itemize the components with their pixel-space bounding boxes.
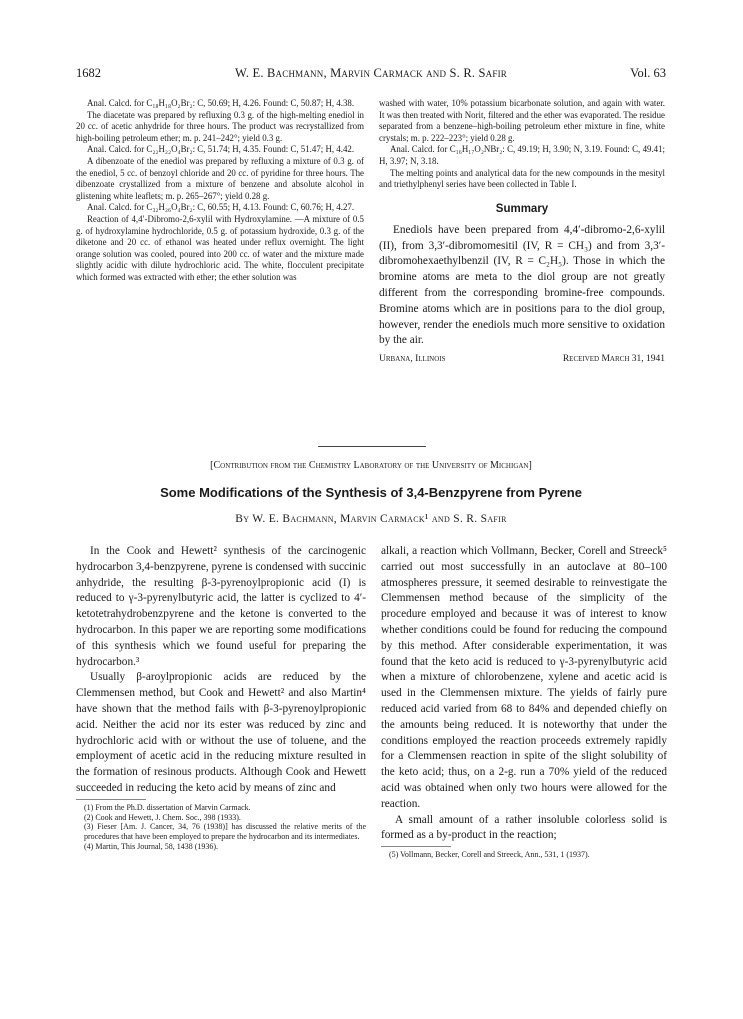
footnote: (2) Cook and Hewett, J. Chem. Soc., 398 (1933).	[84, 812, 241, 822]
received-date: Received March 31, 1941	[562, 354, 665, 365]
clemmensen-paragraph: Usually β-aroylpropionic acids are reduced by the Clemmensen method, but Cook and Hewett² and also Martin⁴ have shown that the method fails with β-3-pyrenoylpropionic acid. Neither the acid nor its ester was reduced by zinc and hydrochloric acid with or without the use of toluene, and the employment of acetic acid in the reducing mixture resulted in the formation of resinous products. Although Cook and Hewett succeeded in reducing the keto acid by means of zinc and	[76, 671, 366, 794]
summary-paragraph: Enediols have been prepared from 4,4′-dibromo-2,6-xylil (II), from 3,3′-dibromomesitil (IV, R = CH₃) and from 3,3′-dibromohexaethylbenzil (IV, R = C₂H₅). Those in which the bromine atoms are meta to the diol group are not greatly different from the corresponding bromine-free compounds. Bromine atoms which are in positions para to the diol group, however, render the enediols much more sensitive to oxidation by the air.	[379, 223, 665, 347]
analysis-paragraph: Anal. Calcd. for C₁₆H₁₇O₂NBr₂: C, 49.19; H, 3.90; N, 3.19. Found: C, 49.41; H, 3.97; N, 3.18.	[379, 144, 665, 166]
previous-article-right-column	[379, 98, 665, 364]
hydroxylamine-reaction-paragraph: Reaction of 4,4′-Dibromo-2,6-xylil with Hydroxylamine. —A mixture of 0.5 g. of hydroxylamine hydrochloride, 0.5 g. of potassium hydroxide, 0.3 g. of the diketone and 20 cc. of ethanol was heated under reflux overnight. The light orange solution was cooled, poured into 200 cc. of water and the mixture made slightly acidic with dilute hydrochloric acid. The white, flocculent precipitate which formed was extracted with ether; the ether solution was	[76, 213, 364, 282]
table-reference-paragraph: The melting points and analytical data for the new compounds in the mesityl and triethylphenyl series have been collected in Table I.	[379, 167, 665, 190]
continued-paragraph: alkali, a reaction which Vollmann, Becker, Corell and Streeck⁵ carried out most successfully in an autoclave at 80–100 atmospheres pressure, it seemed desirable to reinvestigate the Clemmensen method because of the simplicity of the procedure employed and because it was of interest to know whether conditions could be found for reducing the compound by this method. After considerable experimentation, it was found that the keto acid is reduced to γ-3-pyrenylbutyric acid when a mixture of chlorobenzene, xylene and acetic acid is used in the Clemmensen mixture. The yields of fairly pure reduced acid varied from 68 to 84% and depended chiefly on the amounts being reduced. It is noteworthy that under the conditions employed the reaction proceeds extremely rapidly for a Clemmensen reaction in spite of the slight solubility of the keto acid; thus, on a 2-g. run a 70% yield of the reduced acid was obtained when only two hours were allowed for the reaction.	[381, 545, 667, 810]
footnote: (3) Fieser [Am. J. Cancer, 34, 76 (1938)] has discussed the relative merits of the procedures that have been employed to prepare the hydrocarbon and its intermediates.	[84, 822, 366, 842]
summary-heading: Summary	[495, 202, 549, 215]
previous-article-left-column	[76, 98, 364, 284]
analysis-paragraph: Anal. Calcd. for C₃₂H₂₆O₄Br₂: C, 60.55; H, 4.13. Found: C, 60.76; H, 4.27.	[87, 202, 355, 213]
article-left-column	[76, 544, 366, 852]
byproduct-paragraph: A small amount of a rather insoluble colorless solid is formed as a by-product in the reaction;	[381, 813, 667, 842]
diacetate-paragraph: The diacetate was prepared by refluxing 0.3 g. of the high-melting enediol in 20 cc. of acetic anhydride for three hours. The product was recrystallized from high-boiling petroleum ether; m. p. 241–242°; yield 0.3 g.	[76, 109, 364, 143]
volume-label: Vol. 63	[630, 66, 666, 80]
footnote-rule	[381, 846, 451, 847]
continued-paragraph: washed with water, 10% potassium bicarbonate solution, and again with water. It was then treated with Norit, filtered and the ether was evaporated. The residue separated from a benzene–high-boiling petroleum ether mixture in fine, white crystals; m. p. 222–223°; yield 0.28 g.	[379, 98, 665, 143]
dateline	[379, 354, 665, 364]
intro-paragraph: In the Cook and Hewett² synthesis of the carcinogenic hydrocarbon 3,4-benzpyrene, pyrene is condensed with succinic anhydride, the resulting β-3-pyrenoylpropionic acid (I) is reduced to γ-3-pyrenylbutyric acid, the latter is cyclized to 4′-ketotetrahydrobenzpyrene and the ketone is converted to the hydrocarbon. In this paper we are reporting some modifications of this synthesis which we found useful for preparing the hydrocarbon.³	[76, 545, 366, 668]
analysis-paragraph: Anal. Calcd. for C₁₈H₁₈O₂Br₂: C, 50.69; H, 4.26. Found: C, 50.87; H, 4.38.	[87, 98, 355, 108]
footnote: (4) Martin, This Journal, 58, 1438 (1936).	[84, 841, 219, 851]
footnote-rule	[76, 799, 146, 800]
footnote: (1) From the Ph.D. dissertation of Marvin Carmack.	[84, 802, 251, 812]
running-header	[76, 66, 666, 84]
page-number: 1682	[76, 66, 101, 80]
contribution-line: [Contribution from the Chemistry Laboratory of the University of Michigan]	[210, 460, 532, 471]
article-right-column	[381, 544, 667, 860]
analysis-paragraph: Anal. Calcd. for C₂₂H₂₂O₄Br₂: C, 51.74; H, 4.35. Found: C, 51.47; H, 4.42.	[87, 144, 355, 155]
running-title: W. E. Bachmann, Marvin Carmack and S. R. Safir	[235, 66, 507, 80]
article-byline: By W. E. Bachmann, Marvin Carmack¹ and S. R. Safir	[235, 513, 507, 525]
footnote: (5) Vollmann, Becker, Corell and Streeck, Ann., 531, 1 (1937).	[389, 850, 590, 860]
article-divider	[318, 446, 426, 447]
article-title: Some Modifications of the Synthesis of 3,4-Benzpyrene from Pyrene	[160, 485, 582, 500]
place-label: Urbana, Illinois	[379, 354, 446, 365]
dibenzoate-paragraph: A dibenzoate of the enediol was prepared by refluxing a mixture of 0.3 g. of the enediol, 5 cc. of benzoyl chloride and 20 cc. of pyridine for three hours. The dibenzoate crystallized from a mixture of benzene and absolute alcohol in glistening white leaflets; m. p. 265–267°; yield 0.28 g.	[76, 155, 364, 201]
